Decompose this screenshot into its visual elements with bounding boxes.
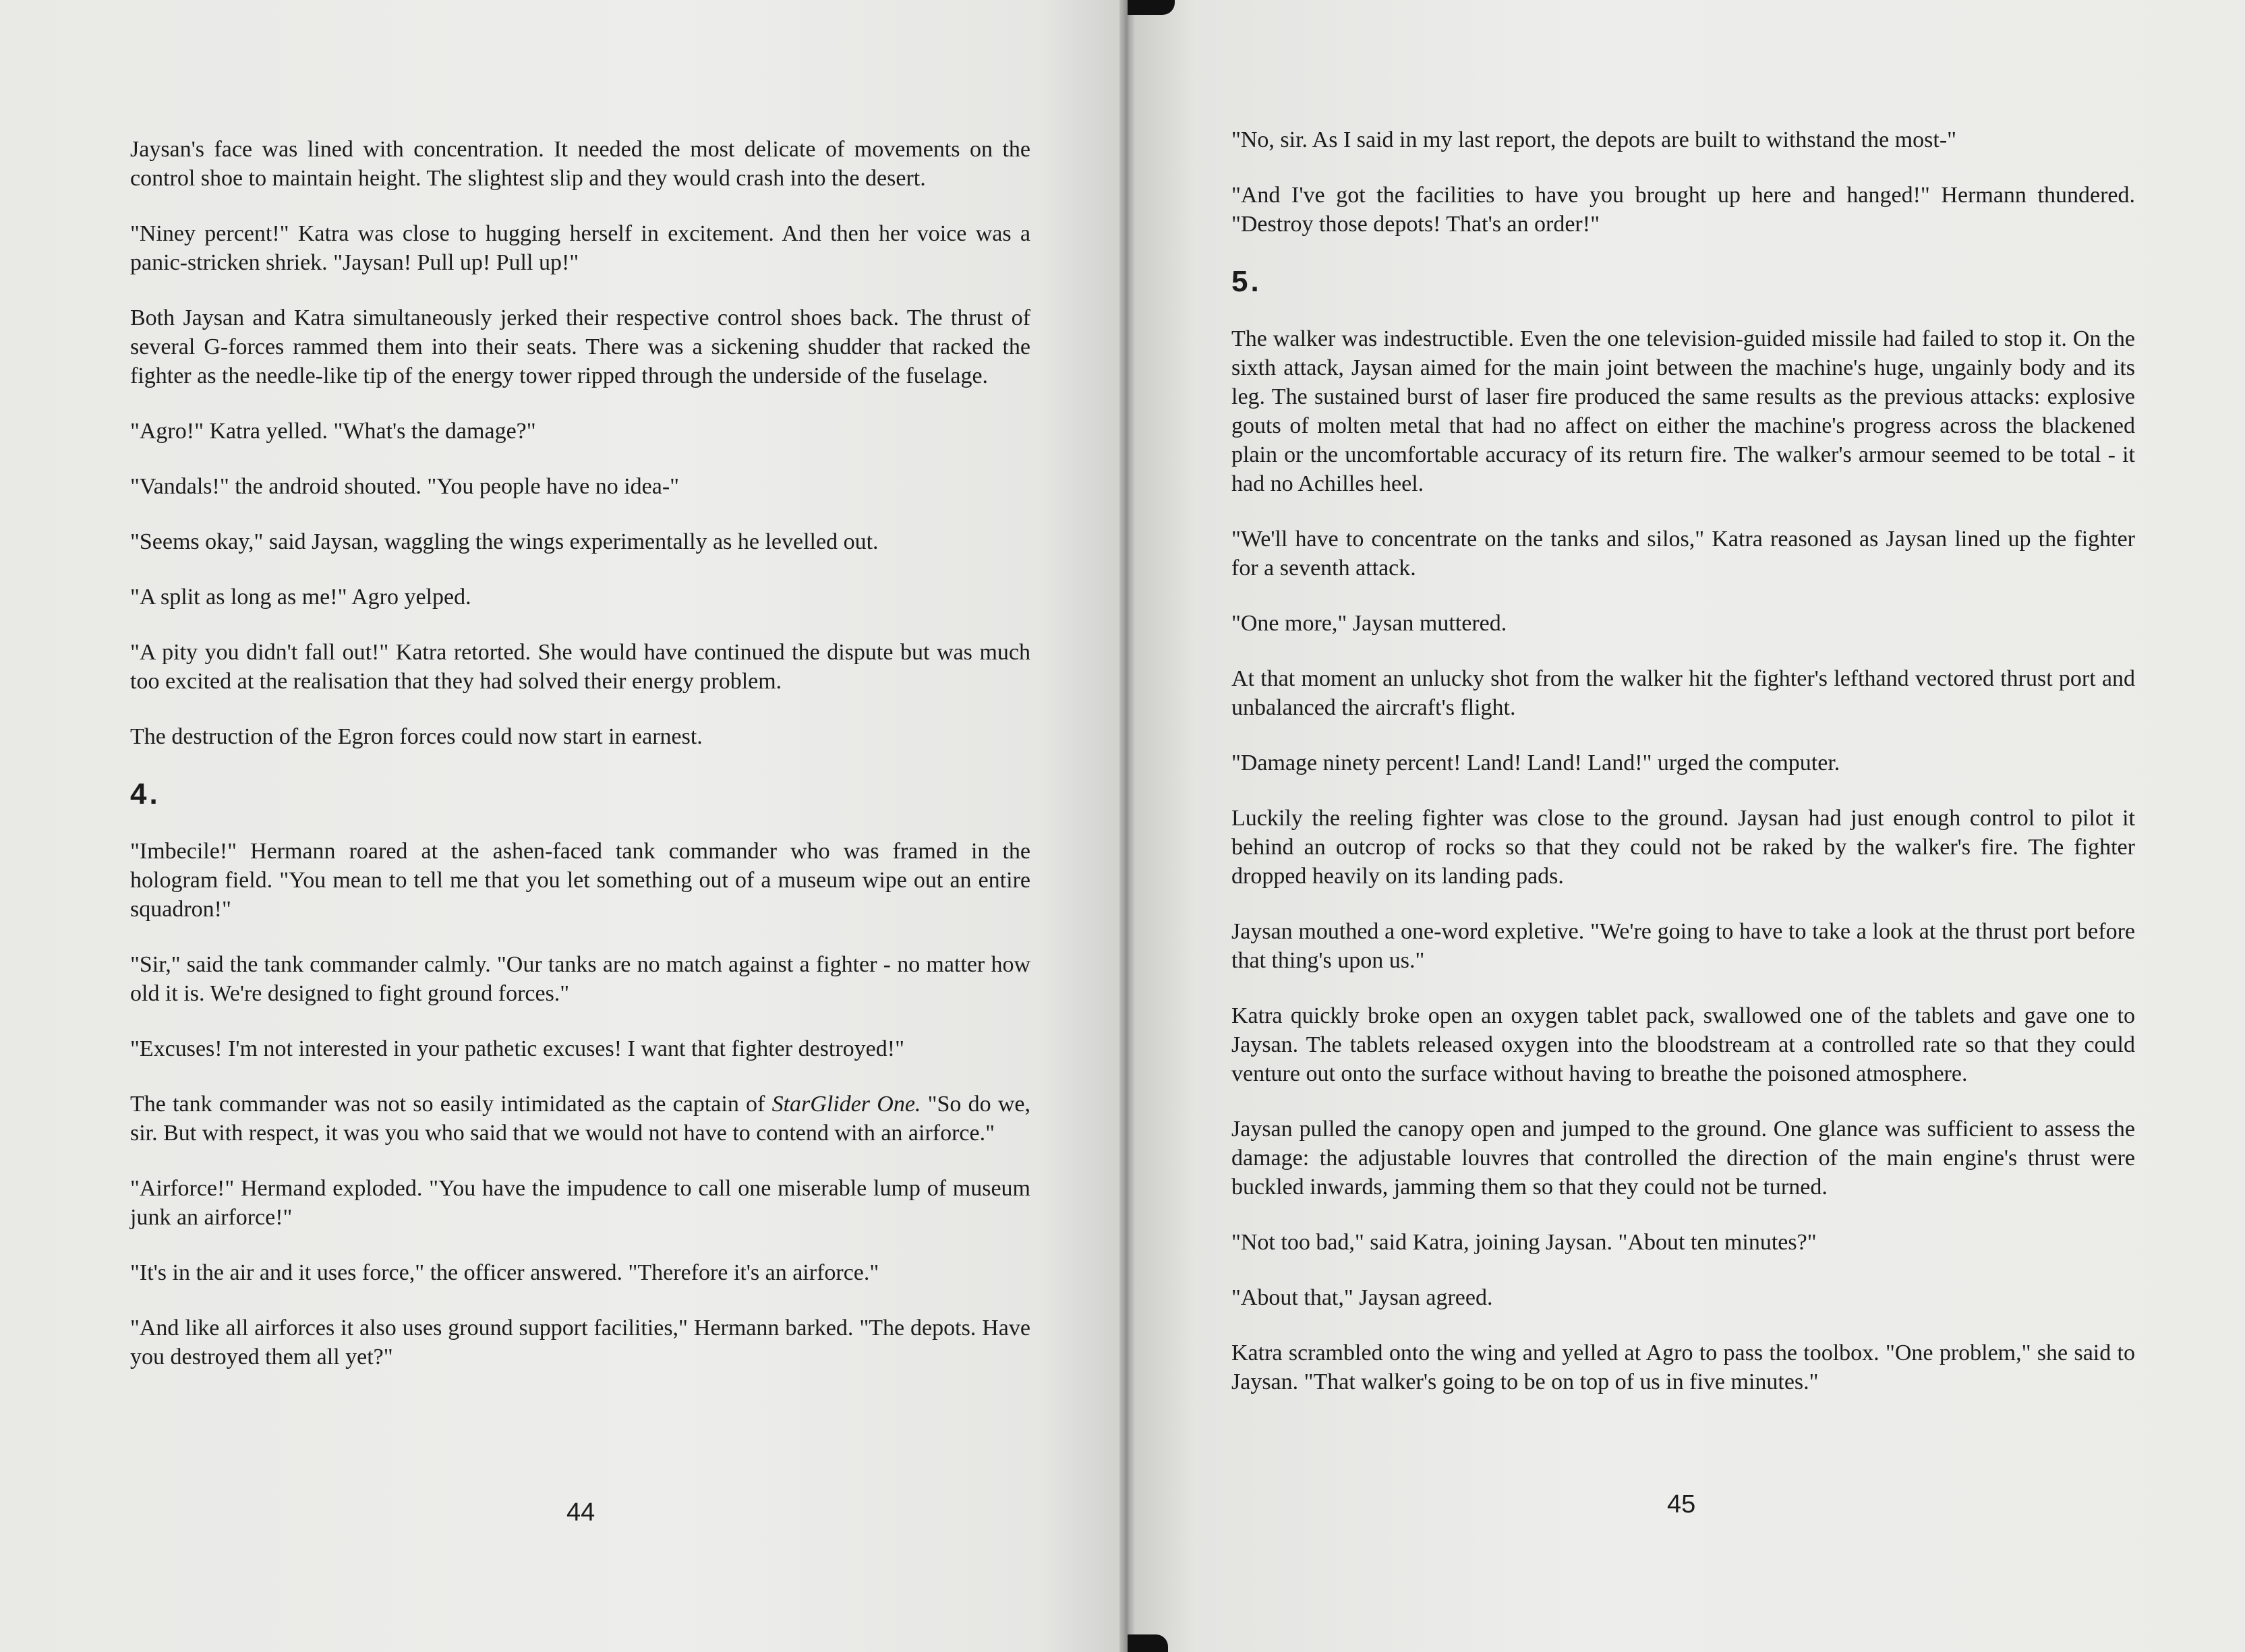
paragraph: "One more," Jaysan muttered. [1231, 611, 1507, 636]
paragraph: "Not too bad," said Katra, joining Jaysan. "About ten minutes?" [1231, 1230, 1817, 1255]
paragraph-text: "So do we, sir. But with respect, it was you who said that we would not have to contend with an airforce." [130, 1092, 1030, 1146]
paragraph: "Niney percent!" Katra was close to hugging herself in excitement. And then her voice was a panic-stricken shriek. "Jaysan! Pull up! Pull up!" [130, 221, 1030, 275]
paragraph: "Sir," said the tank commander calmly. "Our tanks are no match against a fighter - no matter how old it is. We're designed to fight ground forces." [130, 952, 1030, 1006]
paragraph: Jaysan's face was lined with concentration. It needed the most delicate of movements on the control shoe to maintain height. The slightest slip and they would crash into the desert. [130, 137, 1030, 191]
paragraph-text: The tank commander was not so easily intimidated as the captain of [130, 1092, 772, 1117]
ship-name: StarGlider One. [771, 1092, 921, 1117]
paragraph: "A split as long as me!" Agro yelped. [130, 585, 471, 610]
paragraph [130, 1090, 1030, 1148]
paragraph: Both Jaysan and Katra simultaneously jerked their respective control shoes back. The thrust of several G-forces rammed them into their seats. There was a sickening shudder that racked the fighter as the needle-like tip of the energy tower ripped through the underside of the fuselage. [130, 305, 1030, 388]
paragraph: "Vandals!" the android shouted. "You people have no idea-" [130, 474, 680, 499]
paragraph: "A pity you didn't fall out!" Katra retorted. She would have continued the dispute but was much too excited at the realisation that they had solved their energy problem. [130, 640, 1030, 694]
binding-shadow-top [1128, 0, 1175, 15]
paragraph: Katra scrambled onto the wing and yelled at Agro to pass the toolbox. "One problem," she said to Jaysan. "That walker's going to be on top of us in five minutes." [1231, 1340, 2135, 1394]
paragraph: "Damage ninety percent! Land! Land! Land!" urged the computer. [1231, 750, 1840, 775]
book-gutter [1119, 0, 1136, 1652]
right-page-text [1231, 125, 2135, 1423]
paragraph: "About that," Jaysan agreed. [1231, 1285, 1493, 1310]
paragraph: "No, sir. As I said in my last report, the depots are built to withstand the most-" [1231, 127, 1957, 152]
binding-shadow-bottom [1128, 1634, 1168, 1652]
page-number: 45 [1667, 1490, 1696, 1518]
paragraph: "Excuses! I'm not interested in your pathetic excuses! I want that fighter destroyed!" [130, 1036, 904, 1061]
chapter-heading: 5. [1231, 265, 1262, 298]
paragraph: Luckily the reeling fighter was close to the ground. Jaysan had just enough control to pilot it behind an outcrop of rocks so that they could not be raked by the walker's fire. The fighter dropped heavily on its landing pads. [1231, 806, 2135, 889]
paragraph: The destruction of the Egron forces could now start in earnest. [130, 724, 703, 749]
left-page-text [130, 135, 1030, 1398]
page-number: 44 [566, 1498, 595, 1527]
paragraph: "Airforce!" Hermand exploded. "You have the impudence to call one miserable lump of museum junk an airforce!" [130, 1176, 1030, 1230]
paragraph: "Agro!" Katra yelled. "What's the damage?" [130, 419, 536, 444]
paragraph: Jaysan pulled the canopy open and jumped to the ground. One glance was sufficient to assess the damage: the adjustable louvres that controlled the direction of the main engine's thrust were buckled inwards, jamming them so that they could not be turned. [1231, 1117, 2135, 1200]
chapter-heading: 4. [130, 777, 161, 810]
paragraph: Katra quickly broke open an oxygen tablet pack, swallowed one of the tablets and gave one to Jaysan. The tablets released oxygen into the bloodstream at a controlled rate so that they could venture out onto the surface without having to breathe the poisoned atmosphere. [1231, 1003, 2135, 1086]
paragraph: Jaysan mouthed a one-word expletive. "We're going to have to take a look at the thrust port before that thing's upon us." [1231, 919, 2135, 973]
paragraph: "Imbecile!" Hermann roared at the ashen-faced tank commander who was framed in the hologram field. "You mean to tell me that you let something out of a museum wipe out an entire squadron!" [130, 839, 1030, 922]
paragraph: The walker was indestructible. Even the one television-guided missile had failed to stop it. On the sixth attack, Jaysan aimed for the main joint between the machine's huge, ungainly body and its leg. The sustained burst of laser fire produced the same results as the previous attacks: explosive gouts of molten metal that had no affect on either the machine's progress across the blackened plain or the uncomfortable accuracy of its return fire. The walker's armour seemed to be total - it had no Achilles heel. [1231, 326, 2135, 496]
paragraph: "We'll have to concentrate on the tanks and silos," Katra reasoned as Jaysan lined up the fighter for a seventh attack. [1231, 527, 2135, 581]
right-page [1128, 0, 2245, 1652]
paragraph: "It's in the air and it uses force," the officer answered. "Therefore it's an airforce." [130, 1260, 879, 1285]
paragraph: "And I've got the facilities to have you brought up here and hanged!" Hermann thundered. "Destroy those depots! That's an order!" [1231, 183, 2135, 237]
paragraph: "Seems okay," said Jaysan, waggling the wings experimentally as he levelled out. [130, 529, 879, 554]
paragraph: "And like all airforces it also uses ground support facilities," Hermann barked. "The depots. Have you destroyed them all yet?" [130, 1316, 1030, 1369]
paragraph: At that moment an unlucky shot from the walker hit the fighter's lefthand vectored thrust port and unbalanced the aircraft's flight. [1231, 666, 2135, 720]
